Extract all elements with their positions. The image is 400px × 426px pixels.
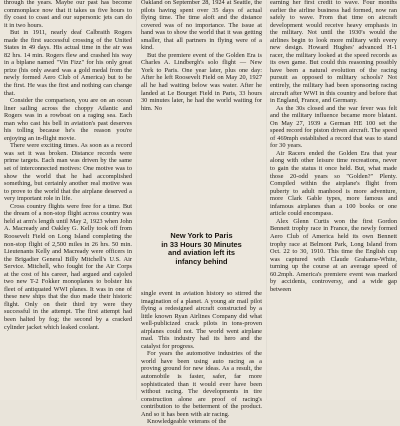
middle-bottom-block (141, 290, 262, 426)
paragraph: Oakland on September 28, 1924 at Seattle, the pilots having spent over 35 days of actual flying time. The time aloft and the distance covered was of no importance. The issue at hand was to show the world that it was getting smaller, that all partners in flying were of a kind. (141, 0, 262, 52)
pull-quote (141, 232, 262, 266)
pull-quote-line: in 33 Hours 30 Minutes (161, 239, 242, 249)
paragraph: As the 30s closed and the war fever was felt and the military influence became more blatant. On May 27, 1939 a German HE 100 set the speed record for piston driven aircraft. The speed of 469mph established a record that was to stand for 30 years. (270, 104, 397, 150)
paragraph: Consider the comparison, you are on an ocean liner sailing across the choppy Atlantic and Rogers was in a rowboat on a raging sea. Each man who cast his bell in aviation's past deserves his tolling because he's the reason you're enjoying an in-flight movie. (4, 97, 132, 142)
column-gutter (136, 0, 137, 400)
paragraph: There were exciting times. As soon as a record was set it was broken. Distance records were prime targets. Each man was driven by the same set of interconnected motives: One motive was to show the world that he had accomplished something, but certainly another real motive was to prove to the world that the airplane deserved a very important role in life. (4, 142, 132, 203)
paragraph: Alex Glenn Curtis won the first Gordon Bennett trophy race in France, the newly formed Aero Club of America held its own Bennett trophy race at Belmont Park, Long Island from Oct. 22 to 30, 1910. This time the English cup was captured with Claude Grahame-White, turning up the course at an average speed of 60.2mph. America's premiere event was marked by accidents, controversy, and a wide gap between (270, 217, 397, 293)
text-column-middle (141, 0, 262, 426)
paragraph: Knowledgeable veterans of the (147, 418, 227, 426)
paragraph: For years the automotive industries of the world have been using auto racing as a proving ground for new ideas. As a result, the automobile is faster, safer, far more sophisticated than it would ever have been without racing. The developments in tire construction alone are proof of racing's contribution to the betterment of the product. And so it has been with air racing. (141, 350, 262, 418)
paragraph: Air Racers ended the Golden Era that year along with other leisure time recreations, never to gain the status it once held. But, what made those 20-odd years so "Golden?" Plenty. Compiled within the airplane's flight from puberty to adult manhood is more adventure, more Clark Gable types, more famous and infamous airplanes than a 100 books or one article could encompass. (270, 149, 397, 218)
text-column-right (270, 0, 397, 400)
column-gutter (266, 0, 267, 400)
middle-top-block (141, 0, 262, 231)
text-column-left (4, 0, 132, 400)
pull-quote-line: and aviation left its (168, 248, 235, 258)
paragraph: But the premiere event of the Golden Era is Charles A. Lindbergh's solo flight — New York to Paris. One year later, plus one day: After he left Roosevelt Field on May 20, 1927 all he had waiting below was water. After he landed at Le Bourget Field in Paris, 33 hours 30 minutes later, he had the world waiting for him. No (141, 51, 262, 112)
paragraph: through the years. Maybe our past has become commonplace now that it takes us five hours to fly coast to coast and our supersonic jets can do it in two hours. (4, 0, 132, 29)
pull-quote-line: infancy behind (175, 256, 228, 266)
paragraph: single event in aviation history so stirred the imagination of a planet. A young air mail pilot flying a redesigned aircraft constructed by a little known Ryan Airlines Company did what well-publicized crack pilots in tons-proven airplanes could not. The world went airplane mad. This industry had its hero and the catalyst for progress. (141, 290, 262, 350)
pull-quote-line: New York to Paris (170, 231, 233, 240)
paragraph: But in 1911, nearly deaf Calbraith Rogers made the first successful crossing of the United States in 49 days. His actual time in the air was 82 hrs. 14 min. Rogers flew and crashed his way in a biplane named "Vin Fizz" for his only great prize (his only award was a gold medal from the newly formed Aero Club of America) but to be the first. He was the first and nothing can change that. (4, 29, 132, 97)
paragraph: earning her first credit to wave. Four months earlier the airline business had formed, now ran safely to wave. From that time on aircraft development would receive heavy emphasis in the military. Not until the 1930's would the airlines begin to look more military with every new design. Howard Hughes' advanced H-1 racer, the military looked at the speed records as its own game. But could this reasoning possibly have been a natural evolution of the racing pursuit as opposed to military schools? Not entirely, the military had been sponsoring racing aircraft after WWI in this country and before that in England, France, and Germany. (270, 0, 397, 105)
paragraph: Cross country flights were free for a time. But the dream of a non-stop flight across country was held at arm's length until May 2, 1923 when John A. Macready and Oakley G. Kelly took off from Roosevelt Field on Long Island completing the non-stop flight of 2,500 miles in 26 hrs. 50 min. Lieutenants Kelly and Macready were officers in the Brigadier General Billy Mitchell's U.S. Air Service. Mitchell, who fought for the Air Corps at the cost of his career, had argued and cajoled two new T-2 Fokker monoplanes to bolster his fleet of antiquated WWI planes. It was in one of these new ships that the duo made their historic flight. Only on their third try were they successful in the attempt. The first attempt had been halted by fog; the second by a cracked cylinder jacket which leaked coolant. (4, 202, 132, 331)
